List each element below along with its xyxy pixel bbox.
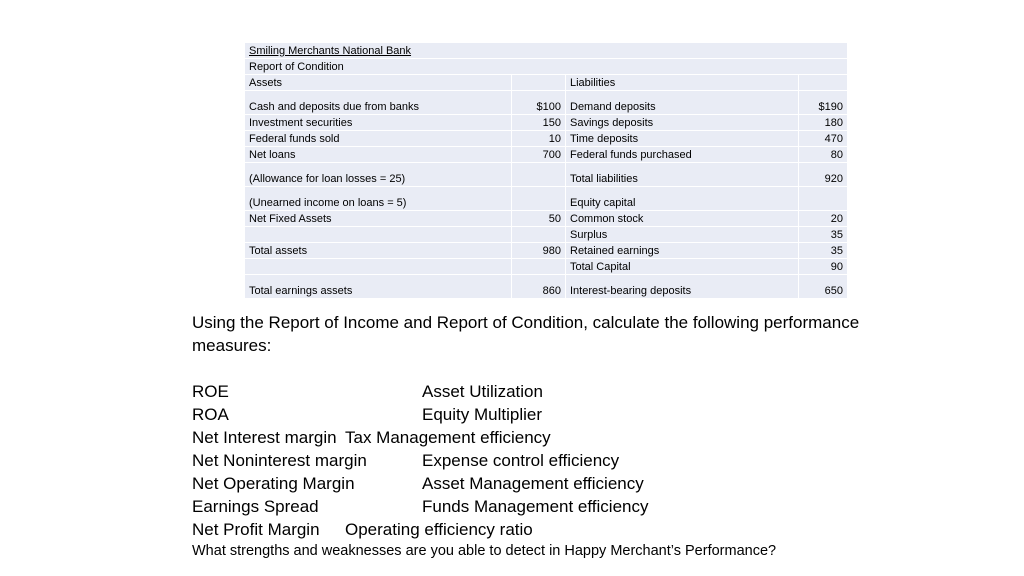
- table-row: [245, 43, 848, 59]
- measure-row: [192, 518, 912, 541]
- liability-value: 90: [799, 259, 848, 275]
- measure-left: Net Noninterest margin: [192, 451, 367, 470]
- asset-label: Net loans: [245, 147, 512, 163]
- measure-left: Net Interest margin: [192, 428, 337, 447]
- liability-value: 80: [799, 147, 848, 163]
- asset-value: [512, 227, 566, 243]
- asset-label: Total assets: [245, 243, 512, 259]
- table-row: [245, 211, 848, 227]
- measure-left: ROA: [192, 405, 229, 424]
- measure-row: [192, 472, 912, 495]
- liability-value: [799, 187, 848, 211]
- table-row: [245, 115, 848, 131]
- liabilities-header: Liabilities: [566, 75, 799, 91]
- asset-value: 700: [512, 147, 566, 163]
- asset-label: [245, 227, 512, 243]
- table-row: [245, 91, 848, 115]
- report-of-condition-table: [244, 42, 848, 299]
- liability-label: Common stock: [566, 211, 799, 227]
- liability-value: 180: [799, 115, 848, 131]
- liability-label: Time deposits: [566, 131, 799, 147]
- asset-value: [512, 187, 566, 211]
- assets-header: Assets: [245, 75, 512, 91]
- measure-right: Tax Management efficiency: [345, 428, 551, 447]
- liability-label: Total liabilities: [566, 163, 799, 187]
- asset-label: Net Fixed Assets: [245, 211, 512, 227]
- table-row: [245, 259, 848, 275]
- measure-right: Operating efficiency ratio: [345, 520, 533, 539]
- measure-row: [192, 426, 912, 449]
- measure-right: Asset Utilization: [422, 382, 543, 401]
- asset-value: 10: [512, 131, 566, 147]
- measure-right: Expense control efficiency: [422, 451, 620, 470]
- question-block: [192, 311, 912, 561]
- question-intro: Using the Report of Income and Report of Condition, calculate the following performance measures:: [192, 313, 860, 355]
- table-row: [245, 163, 848, 187]
- liability-label: Total Capital: [566, 259, 799, 275]
- asset-label: Total earnings assets: [245, 275, 512, 299]
- measure-row: [192, 495, 912, 518]
- table-row: [245, 187, 848, 211]
- asset-value: 150: [512, 115, 566, 131]
- liability-value: 35: [799, 243, 848, 259]
- liability-label: Retained earnings: [566, 243, 799, 259]
- liability-value: 920: [799, 163, 848, 187]
- bank-name: Smiling Merchants National Bank: [245, 43, 848, 59]
- asset-label: (Allowance for loan losses = 25): [245, 163, 512, 187]
- table-row: [245, 131, 848, 147]
- measure-right: Equity Multiplier: [422, 405, 542, 424]
- measure-row: [192, 449, 912, 472]
- table-row: [245, 227, 848, 243]
- liability-label: Federal funds purchased: [566, 147, 799, 163]
- measure-right: Funds Management efficiency: [422, 497, 649, 516]
- table-row: [245, 275, 848, 299]
- table-row: [245, 59, 848, 75]
- asset-value: [512, 163, 566, 187]
- liability-value: 650: [799, 275, 848, 299]
- asset-value: $100: [512, 91, 566, 115]
- measure-left: Earnings Spread: [192, 497, 319, 516]
- measure-left: Net Profit Margin: [192, 520, 320, 539]
- question-closing: What strengths and weaknesses are you able to detect in Happy Merchant’s Performance?: [192, 543, 777, 559]
- asset-label: Investment securities: [245, 115, 512, 131]
- liability-label: Interest-bearing deposits: [566, 275, 799, 299]
- asset-value: 50: [512, 211, 566, 227]
- asset-label: [245, 259, 512, 275]
- asset-value: 860: [512, 275, 566, 299]
- measure-row: [192, 380, 912, 403]
- liability-label: Equity capital: [566, 187, 799, 211]
- liability-value: 35: [799, 227, 848, 243]
- liability-value: 20: [799, 211, 848, 227]
- measure-row: [192, 403, 912, 426]
- asset-label: (Unearned income on loans = 5): [245, 187, 512, 211]
- measure-right: Asset Management efficiency: [422, 474, 644, 493]
- measure-left: Net Operating Margin: [192, 474, 355, 493]
- table-header-row: [245, 75, 848, 91]
- liability-label: Savings deposits: [566, 115, 799, 131]
- table-row: [245, 243, 848, 259]
- liability-value: $190: [799, 91, 848, 115]
- measure-left: ROE: [192, 382, 229, 401]
- asset-value: [512, 259, 566, 275]
- liability-label: Demand deposits: [566, 91, 799, 115]
- liability-label: Surplus: [566, 227, 799, 243]
- table-row: [245, 147, 848, 163]
- asset-value: 980: [512, 243, 566, 259]
- liability-value: 470: [799, 131, 848, 147]
- asset-label: Federal funds sold: [245, 131, 512, 147]
- report-title: Report of Condition: [245, 59, 848, 75]
- asset-label: Cash and deposits due from banks: [245, 91, 512, 115]
